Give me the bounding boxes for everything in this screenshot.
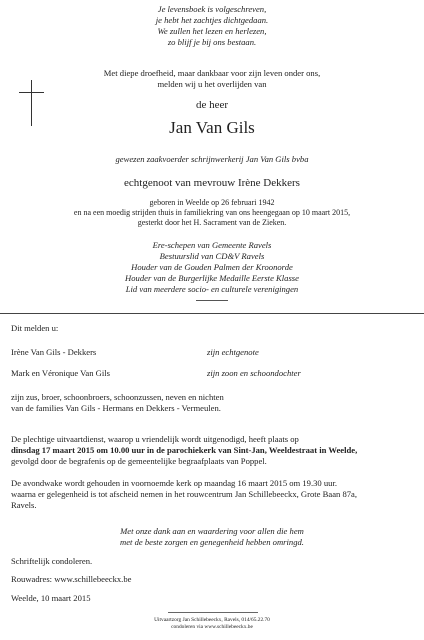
announcers-heading: Dit melden u: bbox=[11, 323, 59, 333]
thanks-text: Met onze dank aan en waardering voor allen die hem met de beste zorgen en genegenheid hebben omringd. bbox=[120, 526, 304, 547]
section-rule bbox=[0, 313, 424, 314]
poem-line: je hebt het zachtjes dichtgedaan. bbox=[155, 15, 269, 25]
place-date: Weelde, 10 maart 2015 bbox=[11, 593, 91, 603]
funeral-info: De plechtige uitvaartdienst, waarop u vriendelijk wordt uitgenodigd, heeft plaats op dinsdag 17 maart 2015 om 10.00 uur in de parochiekerk van Sint-Jan, Weeldestraat in Weelde, gevolgd door de begrafenis op de gemeentelijke begraafplaats van Poppel. bbox=[11, 434, 358, 466]
divider bbox=[196, 300, 228, 301]
birth-death: geboren in Weelde op 26 februari 1942 en na een moedig strijden thuis in familiekring van ons heengegaan op 10 maart 2015, gesterkt door het H. Sacrament van de Zieken. bbox=[73, 198, 351, 227]
honor-item: Houder van de Gouden Palmen der Kroonorde bbox=[131, 262, 293, 272]
poem-line: We zullen het lezen en herlezen, bbox=[157, 26, 267, 36]
poem bbox=[0, 4, 424, 48]
occupation: gewezen zaakvoerder schrijnwerkerij Jan Van Gils bvba bbox=[115, 154, 309, 164]
honor-item: Bestuurslid van CD&V Ravels bbox=[159, 251, 265, 261]
spouse-line: echtgenoot van mevrouw Irène Dekkers bbox=[124, 177, 300, 189]
rouwadres[interactable]: Rouwadres: www.schillebeeckx.be bbox=[11, 574, 132, 584]
footer-link[interactable]: condoleren via www.schillebeeckx.be bbox=[171, 624, 253, 630]
poem-line: zo blijf je bij ons bestaan. bbox=[167, 37, 257, 47]
footer-divider bbox=[168, 612, 258, 613]
wake-info: De avondwake wordt gehouden in voornoemde kerk op maandag 16 maart 2015 om 19.30 uur. waarna er gelegenheid is tot afscheid nemen in het rouwcentrum Jan Schillebeeckx, Grote Baan 87a, Ravels. bbox=[11, 478, 358, 510]
relative-role: zijn echtgenote bbox=[207, 347, 259, 357]
honor-item: Houder van de Burgerlijke Medaille Eerste Klasse bbox=[125, 273, 299, 283]
cross-icon-bar bbox=[19, 92, 44, 93]
title-prefix: de heer bbox=[195, 99, 229, 111]
intro-text: Met diepe droefheid, maar dankbaar voor zijn leven onder ons, melden wij u het overlijden van bbox=[103, 68, 321, 89]
honor-item: Lid van meerdere socio- en culturele verenigingen bbox=[125, 284, 299, 294]
condolences-text: Schriftelijk condoleren. bbox=[11, 556, 93, 566]
relative-name: Mark en Véronique Van Gils bbox=[11, 368, 110, 378]
footer: Uitvaartzorg Jan Schillebeeckx, Ravels, 014/65.22.70 condoleren via www.schillebeeckx.be bbox=[0, 617, 424, 631]
honors-list bbox=[0, 240, 424, 295]
deceased-name: Jan Van Gils bbox=[169, 118, 255, 137]
relative-role: zijn zoon en schoondochter bbox=[207, 368, 301, 378]
honor-item: Ere-schepen van Gemeente Ravels bbox=[152, 240, 272, 250]
family-text: zijn zus, broer, schoonbroers, schoonzussen, neven en nichten van de families Van Gils - Hermans en Dekkers - Vermeulen. bbox=[11, 392, 224, 413]
poem-line: Je levensboek is volgeschreven, bbox=[157, 4, 267, 14]
relative-name: Irène Van Gils - Dekkers bbox=[11, 347, 97, 357]
